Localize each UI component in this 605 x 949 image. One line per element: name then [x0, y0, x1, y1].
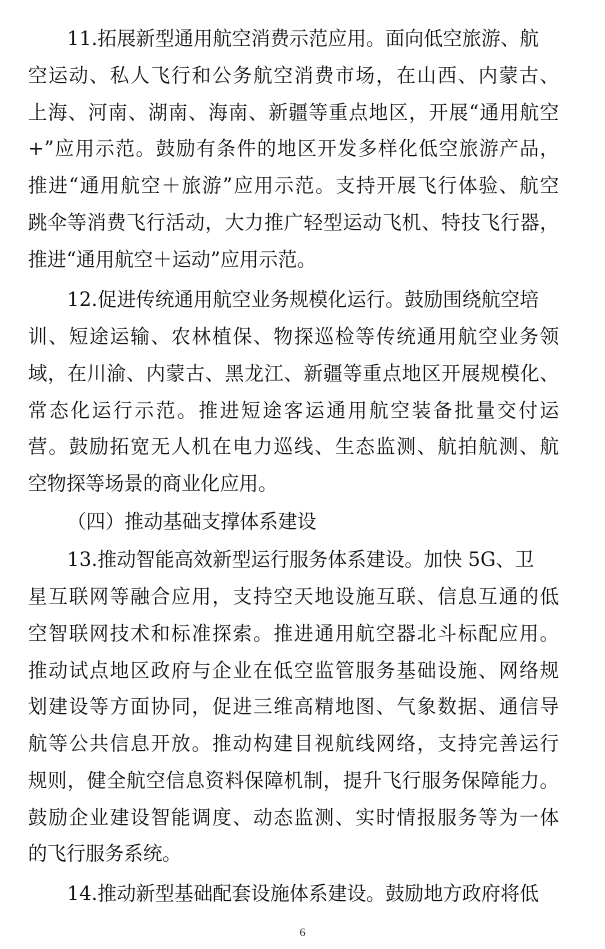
paragraph-line: +”应用示范。鼓励有条件的地区开发多样化低空旅游产品，	[28, 137, 559, 160]
page-number: 6	[299, 925, 306, 939]
paragraph-line: 航等公共信息开放。推动构建目视航线网络，支持完善运行	[28, 732, 559, 755]
paragraph-line: 划建设等方面协同，促进三维高精地图、气象数据、通信导	[28, 695, 559, 718]
section-heading: （四）推动基础支撑体系建设	[67, 510, 317, 533]
paragraph-line: 跳伞等消费飞行活动，大力推广轻型运动飞机、特技飞行器，	[28, 211, 559, 234]
paragraph-line: 14.推动新型基础配套设施体系建设。鼓励地方政府将低	[67, 882, 539, 905]
paragraph-line: 空运动、私人飞行和公务航空消费市场，在山西、内蒙古、	[28, 64, 559, 87]
paragraph-line: 12.促进传统通用航空业务规模化运行。鼓励围绕航空培	[67, 288, 539, 311]
paragraph-line: 推动试点地区政府与企业在低空监管服务基础设施、网络规	[28, 659, 559, 682]
paragraph-line: 11.拓展新型通用航空消费示范应用。面向低空旅游、航	[67, 27, 539, 50]
paragraph-line: 13.推动智能高效新型运行服务体系建设。加快 5G、卫	[67, 548, 535, 571]
paragraph-line: 营。鼓励拓宽无人机在电力巡线、生态监测、航拍航测、航	[28, 435, 559, 458]
paragraph-line: 空物探等场景的商业化应用。	[28, 472, 278, 495]
paragraph-line: 规则，健全航空信息资料保障机制，提升飞行服务保障能力。	[28, 769, 559, 792]
paragraph-line: 推进“通用航空＋运动”应用示范。	[28, 248, 317, 271]
paragraph-line: 常态化运行示范。推进短途客运通用航空装备批量交付运	[28, 399, 559, 422]
paragraph-line: 鼓励企业建设智能调度、动态监测、实时情报服务等为一体	[28, 806, 559, 829]
paragraph-line: 推进“通用航空＋旅游”应用示范。支持开展飞行体验、航空	[28, 174, 559, 197]
paragraph-line: 训、短途运输、农林植保、物探巡检等传统通用航空业务领	[28, 325, 559, 348]
paragraph-line: 的飞行服务系统。	[28, 842, 182, 865]
paragraph-line: 上海、河南、湖南、海南、新疆等重点地区，开展“通用航空	[28, 101, 559, 124]
paragraph-line: 空智联网技术和标准探索。推进通用航空器北斗标配应用。	[28, 622, 559, 645]
paragraph-line: 域，在川渝、内蒙古、黑龙江、新疆等重点地区开展规模化、	[28, 362, 559, 385]
paragraph-line: 星互联网等融合应用，支持空天地设施互联、信息互通的低	[28, 585, 559, 608]
